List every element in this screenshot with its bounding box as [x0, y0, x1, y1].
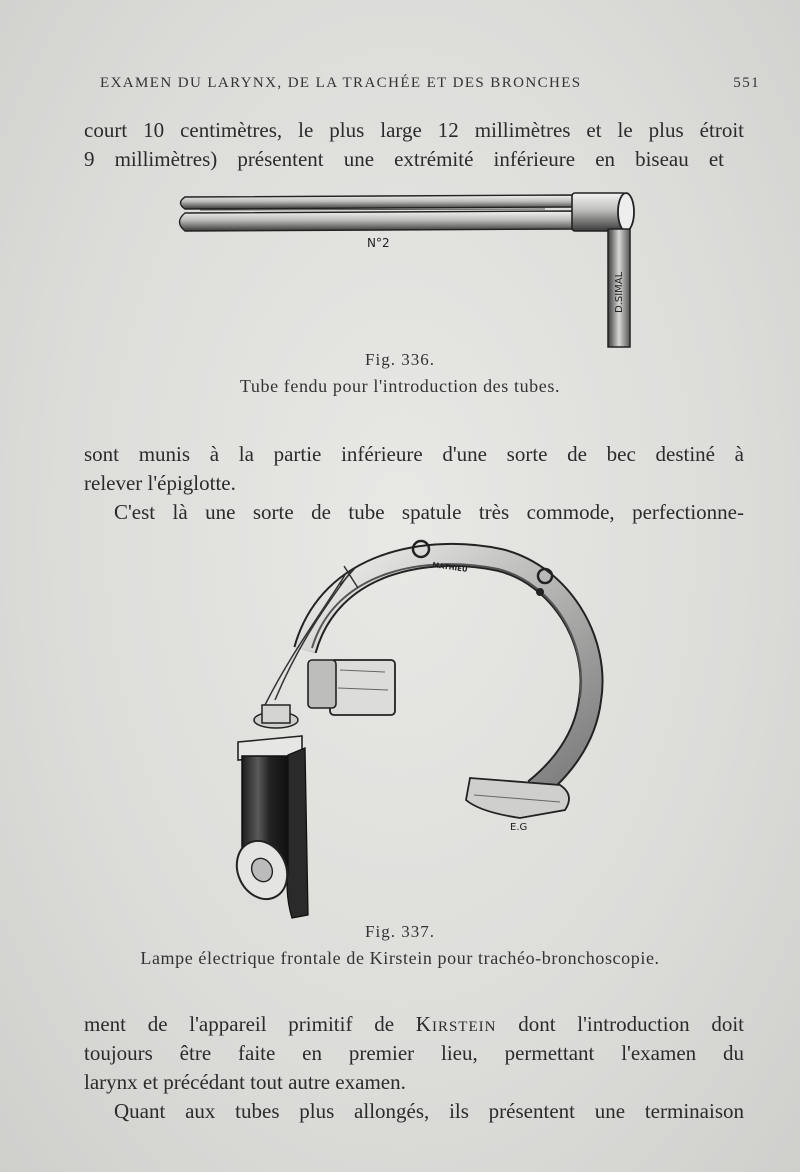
paragraph-2 — [84, 440, 744, 527]
figure-337-illustration — [0, 530, 800, 930]
figure-337-caption — [0, 922, 800, 969]
side-clamp — [308, 660, 395, 715]
paragraph-3 — [84, 1010, 744, 1126]
text-segment: dont l'introduction doit — [496, 1012, 744, 1036]
paragraph-1 — [84, 116, 744, 174]
split-tube — [180, 193, 635, 347]
text-line: 9 millimètres) présentent une extrémité inférieure en biseau et — [84, 147, 724, 171]
figure-336-illustration — [0, 185, 800, 355]
figure-number: Fig. 336. — [365, 350, 435, 369]
forehead-pad — [466, 778, 569, 818]
figure-caption: Tube fendu pour l'introduction des tubes. — [239, 376, 561, 396]
text-line: toujours être faite en premier lieu, permettant l'examen du — [84, 1041, 744, 1065]
text-line: Quant aux tubes plus allongés, ils présentent une terminaison — [114, 1099, 744, 1123]
text-line: sont munis à la partie inférieure d'une sorte de bec destiné à — [84, 442, 744, 466]
figure-number: Fig. 337. — [365, 922, 435, 941]
text-line — [84, 1010, 744, 1039]
maker-mark: D.SIMAL — [614, 271, 625, 313]
text-segment: ment de l'appareil primitif de — [84, 1012, 416, 1036]
band-maker-mark: MATHIEU — [431, 561, 469, 574]
page-number: 551 — [733, 75, 760, 91]
author-name: Kirstein — [415, 1012, 497, 1036]
figure-336-caption — [0, 350, 800, 397]
text-line: court 10 centimètres, le plus large 12 millimètres et le plus étroit — [84, 118, 744, 142]
text-line: relever l'épiglotte. — [84, 471, 236, 495]
text-line: larynx et précédant tout autre examen. — [84, 1070, 406, 1094]
lamp-housing — [228, 705, 308, 918]
engraver-initials: E.G — [510, 822, 528, 833]
figure-caption: Lampe électrique frontale de Kirstein pour trachéo-bronchoscopie. — [140, 948, 660, 968]
running-head — [100, 75, 760, 92]
running-title: EXAMEN DU LARYNX, DE LA TRACHÉE ET DES BRONCHES — [100, 75, 582, 91]
text-line: C'est là une sorte de tube spatule très commode, perfectionne- — [114, 500, 744, 524]
tube-number-mark: N°2 — [367, 236, 390, 250]
